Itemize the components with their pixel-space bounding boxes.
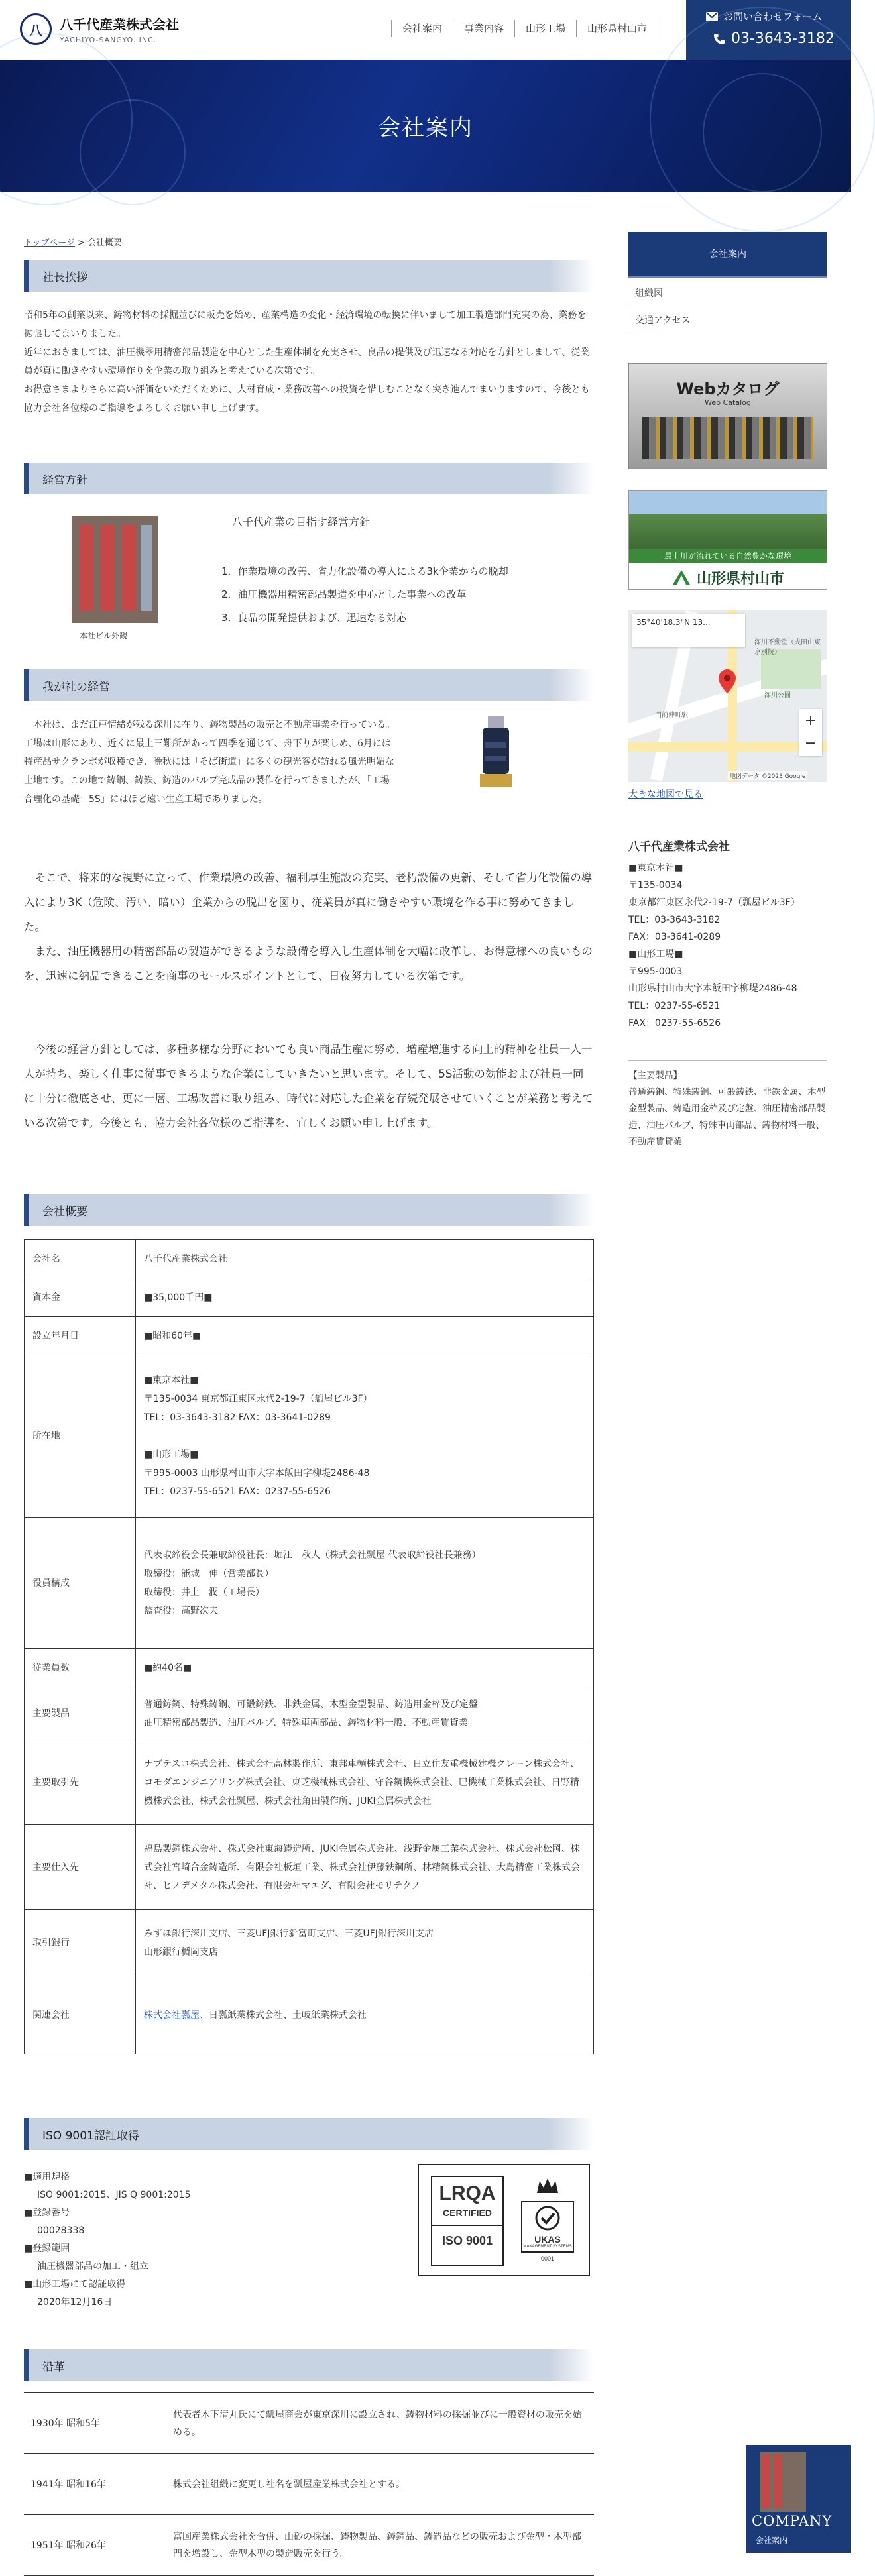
table-value: 八千代産業株式会社	[136, 1240, 594, 1278]
breadcrumb-home[interactable]: トップページ	[24, 238, 75, 248]
table-row	[25, 1317, 594, 1355]
iso-line: 00028338	[37, 2225, 85, 2236]
table-row	[25, 1976, 594, 2054]
ukas-text: UKAS	[534, 2234, 561, 2245]
sidebar-info-line: 山形県村山市大字本飯田字柳堤2486-48	[628, 983, 797, 994]
policy-title: 八千代産業の目指す経営方針	[232, 516, 371, 528]
history-text: 代表者木下清丸氏にて瓢屋商会が東京深川に設立され、鋳物材料の採掘並びに一般資材の販売を始める。	[166, 2393, 594, 2454]
nav-murayama[interactable]: 山形県村山市	[576, 20, 658, 37]
policy-item: 3．良品の開発提供および、迅速なる対応	[221, 612, 406, 624]
table-value: ■約40名■	[136, 1649, 594, 1687]
iso-line: 油圧機器部品の加工・組立	[37, 2261, 148, 2272]
iso-line: 2020年12月16日	[37, 2297, 113, 2308]
table-key: 役員構成	[25, 1518, 136, 1649]
iso9001-text: ISO 9001	[432, 2225, 502, 2248]
contact-form-label: お問い合わせフォーム	[723, 11, 823, 23]
sidebar-info-line: 東京都江東区永代2-19-7（瓢屋ビル3F）	[628, 897, 800, 908]
logo-mark-icon: 八	[20, 13, 52, 45]
greeting-paragraph: 近年におきましては、油圧機器用精密部品製造を中心とした生産体制を充実させ、良品の提供及び迅速なる対応を方針としまして、従業員が真に働きやすい環境作りを企業の取り組みと考えている次第です。	[24, 347, 590, 376]
iso-line: ■山形工場にて認証取得	[24, 2279, 126, 2290]
table-value	[136, 1518, 594, 1649]
section-overview-heading: 会社概要	[24, 1194, 594, 1226]
table-row	[25, 1825, 594, 1910]
company-overview-table	[24, 1239, 594, 2054]
map-coordinate: 35°40'18.3"N 13...	[636, 618, 711, 627]
table-value: ■昭和60年■	[136, 1317, 594, 1355]
web-catalog-banner[interactable]	[628, 363, 827, 469]
sidebar-item-access[interactable]: 交通アクセス	[628, 307, 827, 333]
spacer	[144, 1427, 585, 1445]
table-row	[25, 1687, 594, 1740]
breadcrumb-current: 会社概要	[88, 238, 123, 248]
iso-line: ■登録範囲	[24, 2243, 70, 2254]
hero-banner	[0, 60, 851, 192]
company-name-en: YACHIYO-SANGYO. INC.	[60, 36, 157, 44]
table-key: 取引銀行	[25, 1910, 136, 1976]
tel-number: 03-3643-3182	[731, 30, 835, 47]
table-value	[136, 1687, 594, 1740]
map-pin-icon	[719, 669, 736, 693]
bank-line: 山形銀行楯岡支店	[144, 1946, 218, 1958]
sidebar-info-line: 〒135-0034	[628, 880, 683, 891]
policy-item: 2．油圧機器用精密部品製造を中心とした事業への改革	[221, 588, 467, 600]
bank-line: みずほ銀行深川支店、三菱UFJ銀行新富町支店、三菱UFJ銀行深川支店	[144, 1928, 434, 1939]
table-key: 会社名	[25, 1240, 136, 1278]
table-value: ナブテスコ株式会社、株式会社高林製作所、東邦車輌株式会社、日立住友重機械建機クレーン株式会社、コモダエンジニアリング株式会社、東芝機械株式会社、守谷鋼機株式会社、巴機械工業株式会社、日野精機株式会社、株式会社瓢屋、株式会社角田製作所、JUKI金属株式会社	[136, 1740, 594, 1825]
sidebar-info-line: 〒995-0003	[628, 966, 683, 977]
history-year: 1930年 昭和5年	[24, 2393, 166, 2454]
murayama-photo	[629, 491, 827, 549]
murayama-title: 山形県村山市	[696, 570, 784, 587]
history-row	[24, 2454, 594, 2515]
related-companies-text: 、日瓢紙業株式会社、土岐紙業株式会社	[200, 2009, 367, 2021]
map-attribution: 地図データ ©2023 Google	[728, 771, 807, 780]
company-paragraph: 今後の経営方針としては、多種多様な分野においても良い商品生産に努め、増産増進する向上的精神を社員一人一人が持ち、楽しく仕事に従事できるような企業にしていきたいと思います。そして、5S活動の効能および社員一同に十分に徹底させ、更に一層、工場改善に取り組み、時代に対応した企業を存続発展させていくことが業務と考えている次第です。今後とも、協力会社各位様のご指導を、宜しくお願い申し上げます。	[24, 1043, 593, 1129]
badge-building-window	[774, 2455, 782, 2508]
sidebar-company-name: 八千代産業株式会社	[628, 840, 730, 854]
sidebar-products	[628, 1060, 827, 1150]
breadcrumb-sep: >	[74, 238, 88, 248]
sidebar-menu-heading[interactable]: 会社案内	[628, 232, 827, 278]
sidebar-info-line: ■山形工場■	[628, 949, 683, 960]
greeting-text	[24, 306, 594, 418]
table-key: 主要取引先	[25, 1740, 136, 1825]
company-intro: 本社は、まだ江戸情緒が残る深川に在り、鋳物製品の販売と不動産事業を行っている。工場は山形にあり、近くに最上三難所があって四季を通じて、舟下りが楽しめ、6月には特産品サクランボが収穫でき、晩秋には「そば街道」に多くの観光客が訪れる風光明媚な土地です。この地で鋳鋼、鋳鉄、鋳造のバルブ完成品の製作を行ってきましたが、「工場合理化の基礎：5S」にはほど遠い生産工場でありました。	[24, 720, 395, 805]
section-history-heading: 沿革	[24, 2349, 594, 2381]
policy-list	[221, 560, 508, 630]
table-row	[25, 1278, 594, 1317]
ukas-sub-text: MANAGEMENT SYSTEMS	[523, 2245, 572, 2249]
breadcrumb	[24, 235, 122, 248]
history-row	[24, 2515, 594, 2576]
table-value	[136, 1910, 594, 1976]
lrqa-text: LRQA	[439, 2182, 496, 2204]
iso-line: ISO 9001:2015、JIS Q 9001:2015	[37, 2190, 191, 2200]
sidebar-info-line: TEL：03-3643-3182	[628, 915, 721, 925]
map-info-card	[632, 614, 745, 647]
policy-item: 1．作業環境の改善、省力化設備の導入による3k企業からの脱却	[221, 565, 508, 577]
sidebar-item-org-chart[interactable]: 組織図	[628, 280, 827, 306]
history-year: 1951年 昭和26年	[24, 2515, 166, 2576]
address-line: TEL：03-3643-3182 FAX：03-3641-0289	[144, 1412, 331, 1423]
company-floating-badge[interactable]	[746, 2445, 851, 2553]
company-paragraph: そこで、将来的な視野に立って、作業環境の改善、福利厚生施設の充実、老朽設備の更新、そして省力化設備の導入により3K（危険、汚い、暗い）企業からの脱出を図り、従業員が真に働きやすい環境を作る事に努めてきました。	[24, 871, 593, 933]
crown-icon	[534, 2176, 561, 2196]
zoom-in-icon[interactable]: +	[799, 709, 822, 732]
address-line: ■山形工場■	[144, 1449, 199, 1460]
address-line: ■東京本社■	[144, 1375, 199, 1386]
table-key: 所在地	[25, 1355, 136, 1518]
officer-line: 取締役：能城 伸（営業部長）	[144, 1568, 274, 1579]
catalog-title: Webカタログ	[676, 380, 780, 398]
address-line: TEL：0237-55-6521 FAX：0237-55-6526	[144, 1486, 331, 1497]
greeting-paragraph: お得意さまよりさらに高い評価をいただくために、人材育成・業務改善への投資を惜しむことなく突き進んでまいりますので、今後とも協力会社各位様のご指導をよろしくお願い申し上げます。	[24, 384, 590, 414]
section-greeting-heading: 社長挨拶	[24, 260, 594, 292]
sidebar-info-line: FAX：03-3641-0289	[628, 932, 721, 942]
badge-title: COMPANY	[752, 2513, 833, 2529]
page-title: 会社案内	[378, 115, 473, 141]
nav-factory[interactable]: 山形工場	[514, 20, 576, 37]
related-company-link[interactable]: 株式会社瓢屋	[144, 2009, 200, 2021]
address-line: 〒995-0003 山形県村山市大字本飯田字柳堤2486-48	[144, 1468, 370, 1479]
table-value: 福島製鋼株式会社、株式会社東海鋳造所、JUKI金属株式会社、浅野金属工業株式会社、株式会社松岡、株式会社宮崎合金鋳造所、有限会社板垣工業、株式会社伊藤鉄鋼所、林精鋼株式会社、大島精密工業株式会社、ヒノデメタル株式会社、有限会社マエダ、有限会社モリテクノ	[136, 1825, 594, 1910]
table-row	[25, 1740, 594, 1825]
sidebar-company-info	[628, 838, 827, 1032]
address-line: 〒135-0034 東京都江東区永代2-19-7（瓢屋ビル3F）	[144, 1394, 373, 1404]
table-row	[25, 1649, 594, 1687]
table-key: 従業員数	[25, 1649, 136, 1687]
officer-line: 代表取締役会長兼取締役社長：堀江 秋人（株式会社瓢屋 代表取締役社長兼務）	[144, 1549, 481, 1561]
history-table	[24, 2392, 594, 2576]
sidebar-info-line: ■東京本社■	[628, 863, 683, 873]
map-zoom-control	[799, 709, 822, 756]
headquarters-building-photo	[72, 516, 158, 623]
map-road	[628, 742, 827, 752]
murayama-caption: 最上川が流れている自然豊かな環境	[629, 549, 827, 563]
murayama-banner[interactable]	[628, 490, 827, 590]
iso-details	[24, 2168, 191, 2312]
officer-line: 取締役：井上 潤（工場長）	[144, 1587, 264, 1598]
history-row	[24, 2393, 594, 2454]
nav-company[interactable]: 会社案内	[391, 20, 453, 37]
building-caption: 本社ビル外観	[80, 631, 128, 640]
murayama-logo-icon	[671, 569, 691, 586]
table-row	[25, 1240, 594, 1278]
product-line: 普通鋳鋼、特殊鋳鋼、可鍛鋳鉄、非鉄金属、木型金型製品、鋳造用金枠及び定盤	[144, 1699, 478, 1710]
table-key: 関連会社	[25, 1976, 136, 2054]
products-text: 普通鋳鋼、特殊鋳鋼、可鍛鋳鉄、非鉄金属、木型金型製品、鋳造用金枠及び定盤、油圧精密部品製造、油圧バルブ、特殊車両部品、鋳物材料一般、不動産賃貸業	[628, 1087, 825, 1147]
catalog-sub: Web Catalog	[705, 398, 751, 407]
table-value: ■35,000千円■	[136, 1278, 594, 1317]
map-label: 深川不動堂（成田山東京別院）	[754, 639, 821, 656]
company-text-block	[24, 866, 594, 988]
products-heading: 【主要製品】	[628, 1070, 682, 1081]
table-value	[136, 1976, 594, 2054]
table-key: 主要製品	[25, 1687, 136, 1740]
history-text: 富国産業株式会社を合併、山砂の採掘、鋳物製品、鋳鋼品、鋳造品などの販売および金型・木型部門を増設し、金型木型の製造販売を行う。	[166, 2515, 594, 2576]
view-larger-map-link[interactable]: 大きな地図で見る	[628, 789, 703, 800]
iso-line: ■適用規格	[24, 2172, 70, 2182]
table-row	[25, 1355, 594, 1518]
section-policy-heading: 経営方針	[24, 463, 594, 494]
google-map[interactable]	[628, 610, 827, 782]
badge-building-window	[762, 2455, 770, 2508]
nav-business[interactable]: 事業内容	[453, 20, 514, 37]
company-paragraph: また、油圧機器用の精密部品の製造ができるような設備を導入し生産体制を大幅に改革し、お得意様への良いものを、迅速に納品できることを商事のセールスポイントとして、日夜努力している次第です。	[24, 945, 593, 982]
iso-certification-logo	[418, 2164, 590, 2276]
certified-text: CERTIFIED	[443, 2208, 492, 2218]
hydraulic-valve-photo	[477, 716, 514, 790]
sidebar-info-line: FAX：0237-55-6526	[628, 1018, 721, 1029]
company-name: 八千代産業株式会社	[60, 17, 179, 32]
greeting-paragraph: 昭和5年の創業以来、鋳物材料の採掘並びに販売を始め、産業構造の変化・経済環境の転換に伴いまして加工製造部門充実の為、業務を拡張してまいりました。	[24, 310, 587, 339]
section-iso-heading: ISO 9001認証取得	[24, 2118, 594, 2150]
sidebar-info-line: TEL：0237-55-6521	[628, 1001, 721, 1011]
map-label: 深川公園	[764, 692, 791, 699]
table-key: 設立年月日	[25, 1317, 136, 1355]
product-line: 油圧精密部品製造、油圧バルブ、特殊車両部品、鋳物材料一般、不動産賃貸業	[144, 1717, 468, 1728]
history-year: 1941年 昭和16年	[24, 2454, 166, 2515]
global-nav	[391, 20, 658, 37]
section-management-heading: 我が社の経営	[24, 669, 594, 701]
table-value	[136, 1355, 594, 1518]
ukas-number: 0001	[540, 2255, 555, 2262]
table-row	[25, 1518, 594, 1649]
catalog-image	[642, 417, 813, 459]
badge-subtitle: 会社案内	[756, 2536, 788, 2545]
iso-line: ■登録番号	[24, 2208, 70, 2218]
history-text: 株式会社組織に変更し社名を瓢屋産業株式会社とする。	[166, 2454, 594, 2515]
map-label: 門前仲町駅	[655, 712, 688, 719]
table-key: 主要仕入先	[25, 1825, 136, 1910]
table-row	[25, 1910, 594, 1976]
officer-line: 監査役：高野次夫	[144, 1605, 218, 1616]
murayama-title-row	[629, 565, 827, 589]
ukas-check-icon	[534, 2205, 561, 2231]
zoom-out-icon[interactable]: −	[804, 735, 817, 752]
table-key: 資本金	[25, 1278, 136, 1317]
